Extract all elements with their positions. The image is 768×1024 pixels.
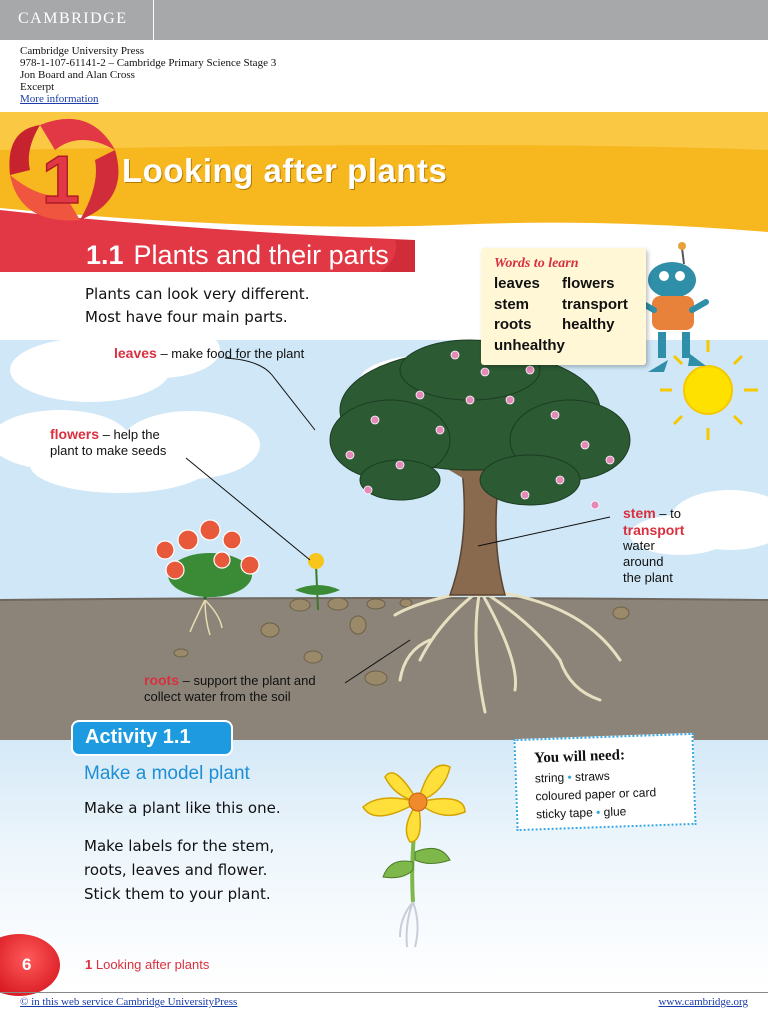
- leaves-label: [114, 345, 304, 362]
- activity-line: Stick them to your plant.: [84, 885, 271, 903]
- cambridge-brand: CAMBRIDGE: [0, 0, 154, 40]
- top-bar: [0, 0, 768, 40]
- word-item: healthy: [562, 316, 615, 333]
- supply-item: glue: [603, 804, 627, 820]
- you-will-need-title: You will need:: [533, 747, 626, 767]
- supply-item: string: [534, 770, 565, 786]
- leaves-term: leaves: [114, 345, 157, 361]
- activity-instruction-1: Make a plant like this one.: [84, 799, 281, 817]
- page-number: 6: [22, 955, 32, 974]
- section-heading: [86, 240, 389, 271]
- footer-divider: [0, 992, 768, 993]
- flowers-term: flowers: [50, 426, 100, 442]
- supplies-line-2: coloured paper or card: [535, 785, 657, 804]
- supply-item: straws: [574, 768, 610, 785]
- copyright-link[interactable]: © in this web service Cambridge UniversityPress: [20, 996, 238, 1008]
- bullet: •: [567, 770, 572, 785]
- website-footer: [658, 996, 748, 1008]
- running-chapter-title: Looking after plants: [95, 957, 210, 972]
- stem-description-3: around: [623, 554, 664, 569]
- activity-subtitle: Make a model plant: [84, 763, 250, 784]
- roots-term: roots: [144, 672, 179, 688]
- word-item: stem: [494, 295, 530, 313]
- intro-line-1: Plants can look very different.: [85, 285, 310, 303]
- section-number: 1.1: [86, 240, 124, 270]
- stem-description: – to: [655, 506, 681, 521]
- roots-description: – support the plant and: [179, 673, 316, 688]
- activity-label: Activity 1.1: [73, 722, 231, 754]
- running-footer: [85, 957, 209, 972]
- intro-text: [85, 283, 309, 329]
- transport-term: transport: [623, 522, 685, 538]
- words-to-learn-title: Words to learn: [494, 256, 579, 271]
- chapter-number: 1: [42, 142, 80, 218]
- authors: Jon Board and Alan Cross: [20, 69, 135, 81]
- activity-instruction-2: [84, 834, 274, 906]
- activity-line: Make labels for the stem,: [84, 837, 275, 855]
- more-information-link[interactable]: More information: [20, 93, 99, 105]
- copyright-footer: [20, 996, 237, 1008]
- publisher: Cambridge University Press: [20, 45, 145, 57]
- bullet: •: [595, 805, 601, 820]
- words-to-learn-box: [481, 248, 646, 365]
- word-item: flowers: [562, 275, 615, 292]
- supply-item: sticky tape: [535, 805, 594, 822]
- excerpt-label: Excerpt: [20, 81, 55, 93]
- flowers-description: – help the: [99, 427, 160, 442]
- flowers-description-2: plant to make seeds: [50, 443, 167, 458]
- stem-description-2: water: [623, 538, 655, 553]
- word-item: unhealthy: [494, 336, 565, 354]
- stem-label: [623, 505, 684, 586]
- stem-description-4: the plant: [623, 570, 673, 585]
- roots-label: [144, 672, 316, 705]
- intro-line-2: Most have four main parts.: [85, 308, 288, 326]
- stem-term: stem: [623, 505, 656, 521]
- chapter-title: Looking after plants: [122, 152, 448, 189]
- model-plant-illustration: [355, 752, 475, 952]
- running-chapter-number: 1: [85, 957, 93, 972]
- word-item: transport: [562, 295, 628, 313]
- activity-line: roots, leaves and flower.: [84, 861, 268, 879]
- leaves-description: – make food for the plant: [156, 346, 305, 361]
- chapter-emblem: [9, 119, 118, 221]
- citation-block: [20, 45, 276, 105]
- isbn-line: 978-1-107-61141-2 – Cambridge Primary Science Stage 3: [20, 57, 277, 69]
- website-link[interactable]: www.cambridge.org: [658, 996, 748, 1008]
- word-item: roots: [494, 316, 532, 333]
- roots-description-2: collect water from the soil: [144, 689, 291, 704]
- flowers-label: [50, 426, 166, 459]
- section-title: Plants and their parts: [133, 240, 389, 270]
- word-item: leaves: [494, 275, 540, 292]
- you-will-need-box: [513, 733, 696, 831]
